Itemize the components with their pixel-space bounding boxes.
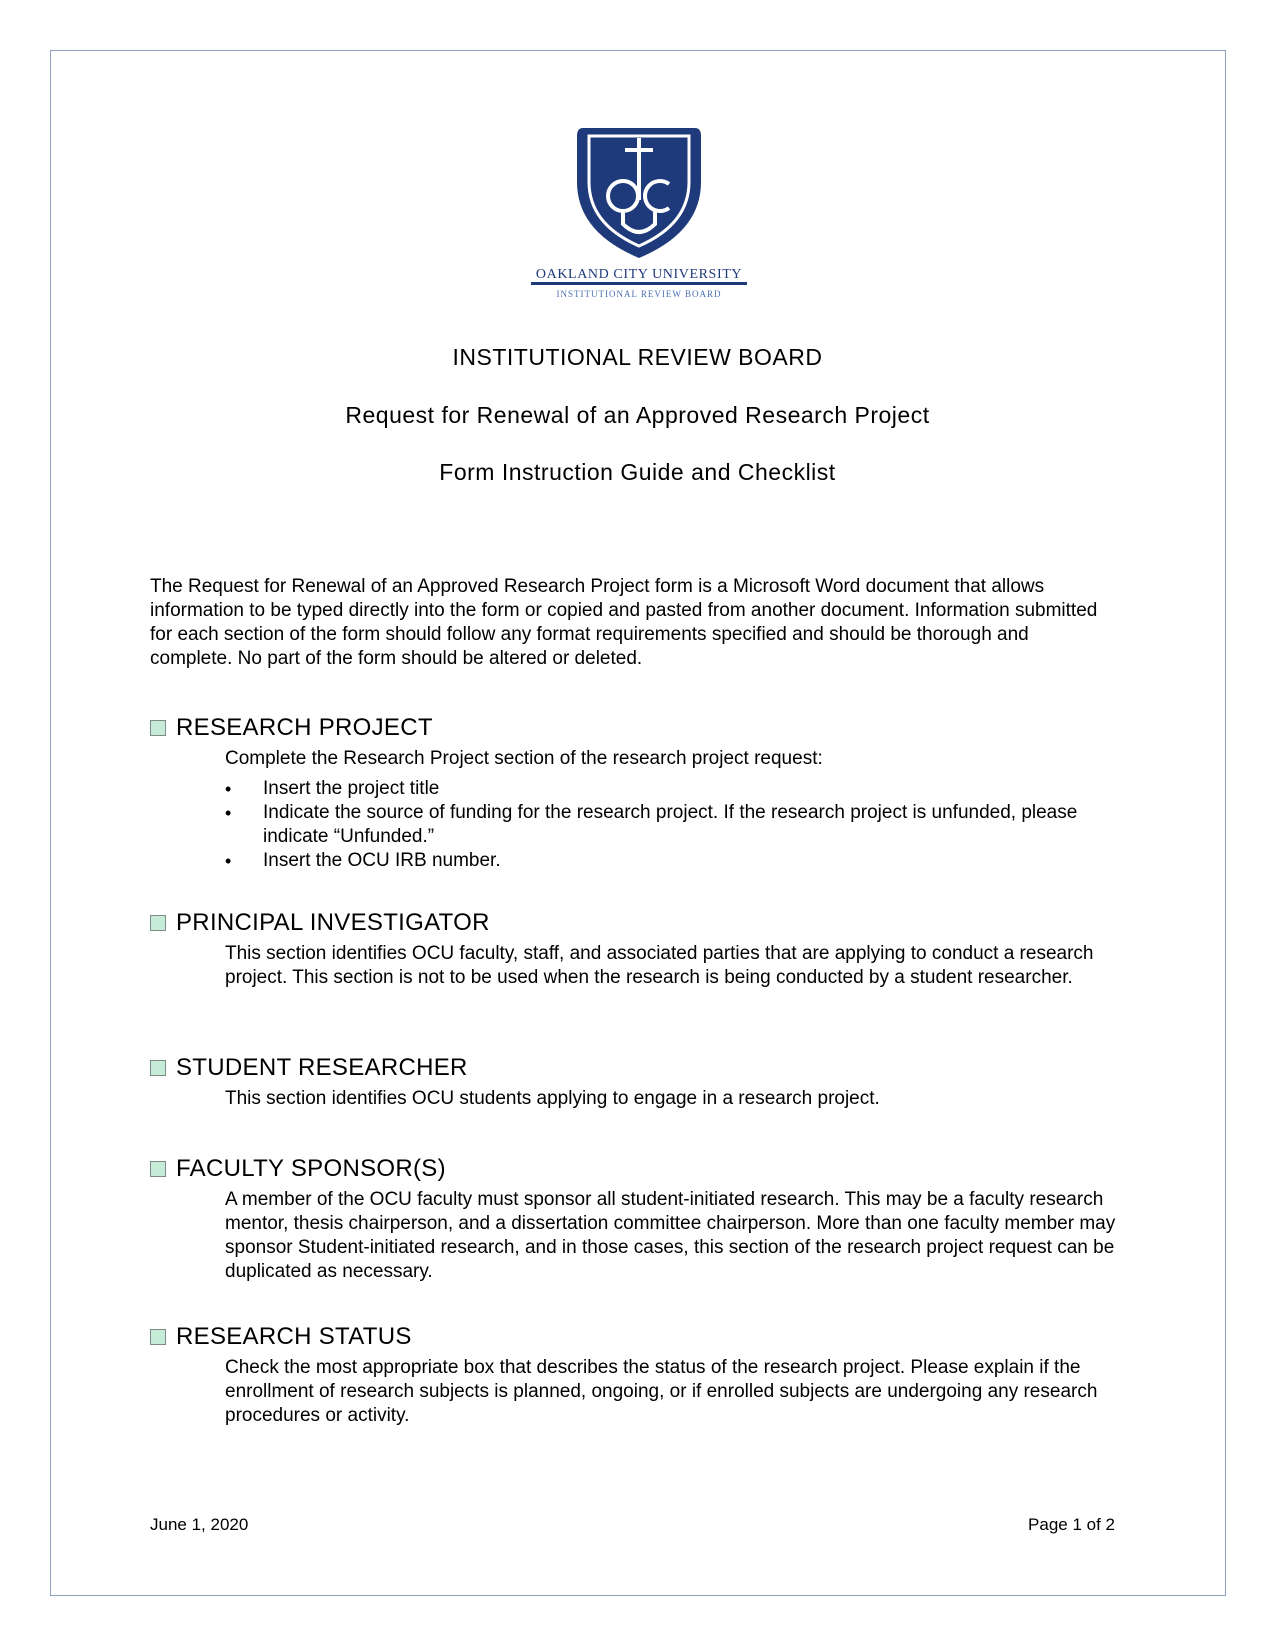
logo-board-name: INSTITUTIONAL REVIEW BOARD	[556, 289, 722, 299]
section-title: PRINCIPAL INVESTIGATOR	[176, 909, 490, 936]
section-research-project	[150, 713, 1130, 873]
checkbox-research-status[interactable]	[150, 1329, 166, 1345]
university-logo	[523, 120, 755, 316]
section-faculty-sponsors	[150, 1154, 1130, 1284]
section-body: A member of the OCU faculty must sponsor all student-initiated research. This may be a faculty research mentor, thesis chairperson, and a dissertation committee chairperson. More than one faculty member may sponsor Student-initiated research, and in those cases, this section of the research project request can be duplicated as necessary.	[225, 1189, 1116, 1282]
logo-divider	[531, 282, 747, 285]
footer-page-number: Page 1 of 2	[1028, 1515, 1115, 1534]
checkbox-student-researcher[interactable]	[150, 1060, 166, 1076]
checkbox-research-project[interactable]	[150, 720, 166, 736]
section-body: This section identifies OCU faculty, staff, and associated parties that are applying to conduct a research project. This section is not to be used when the research is being conducted by a student researcher.	[225, 943, 1094, 988]
checkbox-principal-investigator[interactable]	[150, 915, 166, 931]
section-title: STUDENT RESEARCHER	[176, 1054, 468, 1081]
bullet-item: • Insert the project title	[225, 777, 1130, 801]
section-title: RESEARCH PROJECT	[176, 714, 433, 741]
section-body: This section identifies OCU students applying to engage in a research project.	[225, 1088, 880, 1109]
bullet-item: • Indicate the source of funding for the research project. If the research project is unfunded, please indicate “Unfunded.”	[225, 801, 1130, 849]
intro-paragraph: The Request for Renewal of an Approved Research Project form is a Microsoft Word document that allows information to be typed directly into the form or copied and pasted from another document. Information submitted for each section of the form should follow any format requirements specified and should be thorough and complete. No part of the form should be altered or deleted.	[150, 576, 1098, 669]
section-research-status	[150, 1322, 1130, 1428]
logo-university-name: OAKLAND CITY UNIVERSITY	[535, 267, 743, 282]
footer-date: June 1, 2020	[150, 1515, 249, 1534]
page-title: INSTITUTIONAL REVIEW BOARD	[452, 344, 823, 370]
section-body: Complete the Research Project section of the research project request:	[225, 748, 823, 769]
shield-icon	[577, 128, 701, 258]
bullet-list	[150, 777, 1130, 873]
section-title: RESEARCH STATUS	[176, 1323, 412, 1350]
page-subtitle: Request for Renewal of an Approved Research Project	[345, 402, 930, 428]
section-student-researcher	[150, 1053, 1130, 1111]
section-body: Check the most appropriate box that describes the status of the research project. Please explain if the enrollment of research subjects is planned, ongoing, or if enrolled subjects are undergoing any research procedures or activity.	[225, 1357, 1098, 1426]
section-title: FACULTY SPONSOR(S)	[176, 1155, 446, 1182]
checkbox-faculty-sponsors[interactable]	[150, 1161, 166, 1177]
section-principal-investigator	[150, 908, 1130, 990]
bullet-item: • Insert the OCU IRB number.	[225, 849, 1130, 873]
page-subtitle-2: Form Instruction Guide and Checklist	[439, 459, 836, 485]
